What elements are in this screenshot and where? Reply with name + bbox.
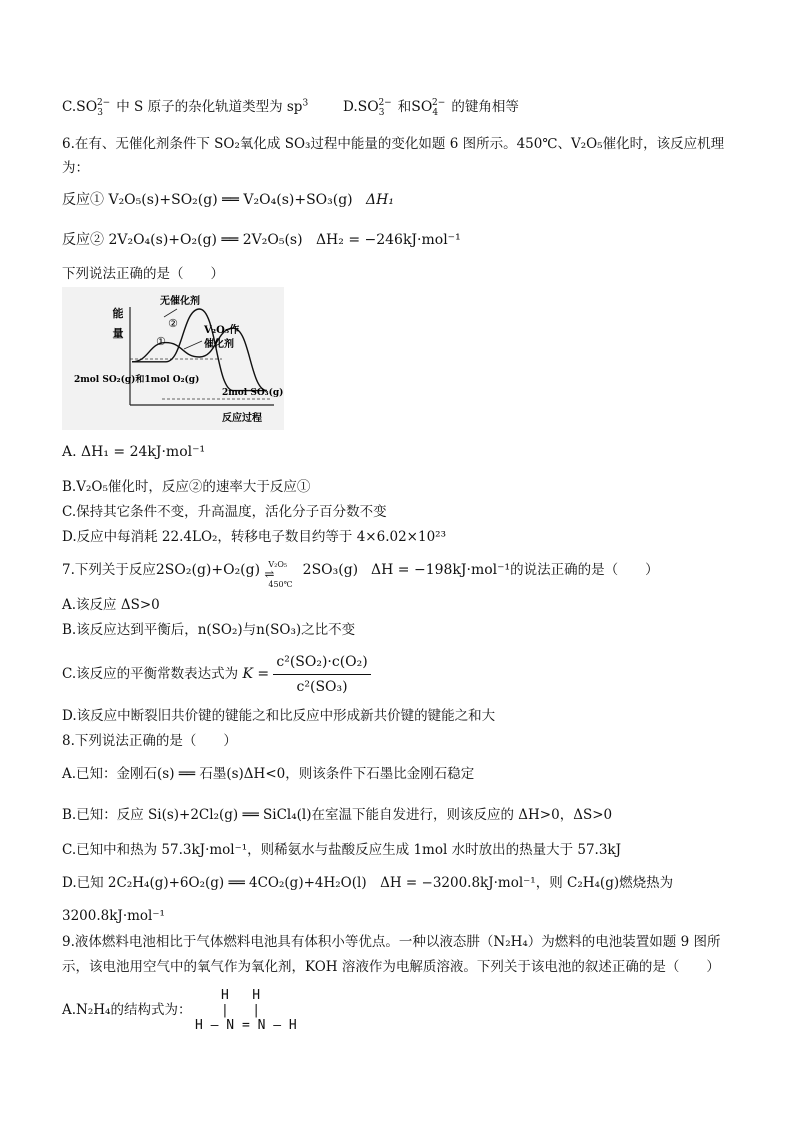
label-catalyst-2: 催化剂 [204, 339, 234, 350]
fraction-numerator: c²(SO₂)·c(O₂) [273, 652, 370, 675]
q8-option-d-line1: D.已知 2C₂H₄(g)+6O₂(g) ══ 4CO₂(g)+4H₂O(l) ΔH = −3200.8kJ·mol⁻¹，则 C₂H₄(g)燃烧热为 [62, 875, 674, 891]
q7-option-d: D.该反应中断裂旧共价键的键能之和比反应中形成新共价键的键能之和大 [62, 708, 496, 724]
q8-option-d-line2: 3200.8kJ·mol⁻¹ [62, 908, 165, 924]
q8-option-a: A.已知：金刚石(s) ══ 石墨(s)ΔH<0，则该条件下石墨比金刚石稳定 [62, 766, 475, 782]
q7-condition-top: V₂O₅ [268, 559, 288, 569]
hydrazine-structure [195, 988, 297, 1033]
equilibrium-arrow [264, 559, 298, 589]
q5-option-d [343, 97, 519, 117]
equilibrium-constant-fraction [273, 652, 370, 697]
reaction-2-dh: ΔH₂ = −246kJ·mol⁻¹ [315, 232, 461, 248]
q7-c-prefix: C.该反应的平衡常数表达式为 [62, 666, 239, 682]
q8-stem: 8.下列说法正确的是（ ） [62, 733, 237, 749]
struct-row-1: H H [221, 988, 261, 1003]
q6-question: 下列说法正确的是（ ） [62, 266, 224, 282]
q7-condition-bottom: 450℃ [268, 579, 293, 589]
products-label: 2mol SO₃(g) [222, 388, 284, 398]
q7-dh: ΔH = −198kJ·mol⁻¹ [371, 562, 511, 578]
q6-option-d: D.反应中每消耗 22.4LO₂，转移电子数目约等于 4×6.02×10²³ [62, 529, 446, 545]
fraction-denominator: c²(SO₃) [296, 679, 348, 695]
q6-option-c: C.保持其它条件不变，升高温度，活化分子百分数不变 [62, 504, 387, 520]
equilibrium-arrow-icon: ⇌ [264, 566, 275, 581]
q7-equation-left: 2SO₂(g)+O₂(g) [155, 562, 261, 578]
energy-chart [62, 287, 284, 430]
q5-d-mid: 和 [397, 99, 412, 115]
q7-option-b: B.该反应达到平衡后，n(SO₂)与n(SO₃)之比不变 [62, 622, 356, 638]
q9-stem: 9.液体燃料电池相比于气体燃料电池具有体积小等优点。一种以液态肼（N₂H₄）为燃料的电池装置如题 9 图所示，该电池用空气中的氧气作为氧化剂，KOH 溶液作为电解质溶液。下列关于该电池的叙述正确的是（ ） [62, 934, 721, 975]
q9-option-a: A.N₂H₄的结构式为： [62, 1002, 192, 1018]
y-label-bottom: 量 [112, 327, 124, 340]
q7-stem-prefix: 7.下列关于反应 [62, 562, 156, 578]
q7-stem-suffix: 的说法正确的是（ ） [510, 562, 659, 578]
q7-equation-right: 2SO₃(g) [302, 562, 359, 578]
q5-d-suffix: 的键角相等 [451, 99, 519, 115]
leader-cat [184, 341, 202, 349]
q6-stem: 6.在有、无催化剂条件下 SO₂氧化成 SO₃过程中能量的变化如题 6 图所示。450℃、V₂O₅催化时，该反应机理为： [62, 136, 725, 176]
q6-option-a: A. ΔH₁ = 24kJ·mol⁻¹ [62, 444, 206, 460]
q5-option-c: $C.SO_3^{2-}$ 中 S 原子的杂化轨道类型为 $sp^3$ [62, 98, 309, 118]
reaction-1-equation: V₂O₅(s)+SO₂(g) ══ V₂O₄(s)+SO₃(g) [108, 192, 353, 208]
reaction-1-label: 反应① [62, 192, 104, 208]
step-2-marker: ② [168, 317, 178, 330]
q5-c-prefix: C. [62, 99, 77, 115]
x-axis-label: 反应过程 [222, 413, 262, 424]
q6-reaction-1 [62, 190, 394, 210]
q6-reaction-2 [62, 230, 461, 250]
q7-stem [62, 559, 659, 589]
q7-option-c [62, 652, 371, 697]
reactants-label: 2mol SO₂(g)和1mol O₂(g) [74, 375, 200, 385]
step-1-marker: ① [156, 335, 166, 348]
struct-row-3: H – N = N – H [195, 1018, 297, 1033]
reaction-1-dh: ΔH₁ [366, 192, 394, 208]
leader-uncat [164, 309, 177, 317]
label-uncatalyzed: 无催化剂 [160, 296, 200, 307]
sulfate-ion: $SO_4^{2-}$ [411, 98, 446, 118]
label-catalyst-1: V₂O₅作 [204, 325, 240, 336]
reaction-2-equation: 2V₂O₄(s)+O₂(g) ══ 2V₂O₅(s) [108, 232, 303, 248]
sulfite-ion: $SO_3^{2-}$ [357, 98, 392, 118]
q8-option-c: C.已知中和热为 57.3kJ·mol⁻¹，则稀氨水与盐酸反应生成 1mol 水时放出的热量大于 57.3kJ [62, 842, 622, 858]
q5-d-prefix: D. [343, 99, 358, 115]
sulfite-ion: $SO_3^{2-}$ [76, 98, 111, 118]
q6-option-b: B.V₂O₅催化时，反应②的速率大于反应① [62, 479, 311, 495]
reaction-2-label: 反应② [62, 232, 104, 248]
q7-option-a: A.该反应 ΔS>0 [62, 597, 160, 613]
energy-diagram [62, 287, 284, 430]
q5-c-text: 中 S 原子的杂化轨道类型为 sp [116, 99, 303, 115]
y-label-top: 能 [112, 307, 124, 320]
q7-c-k: K = [242, 666, 270, 682]
struct-row-2: | | [221, 1003, 261, 1018]
q8-option-b: B.已知：反应 Si(s)+2Cl₂(g) ══ SiCl₄(l)在室温下能自发进行，则该反应的 ΔH>0，ΔS>0 [62, 807, 613, 823]
